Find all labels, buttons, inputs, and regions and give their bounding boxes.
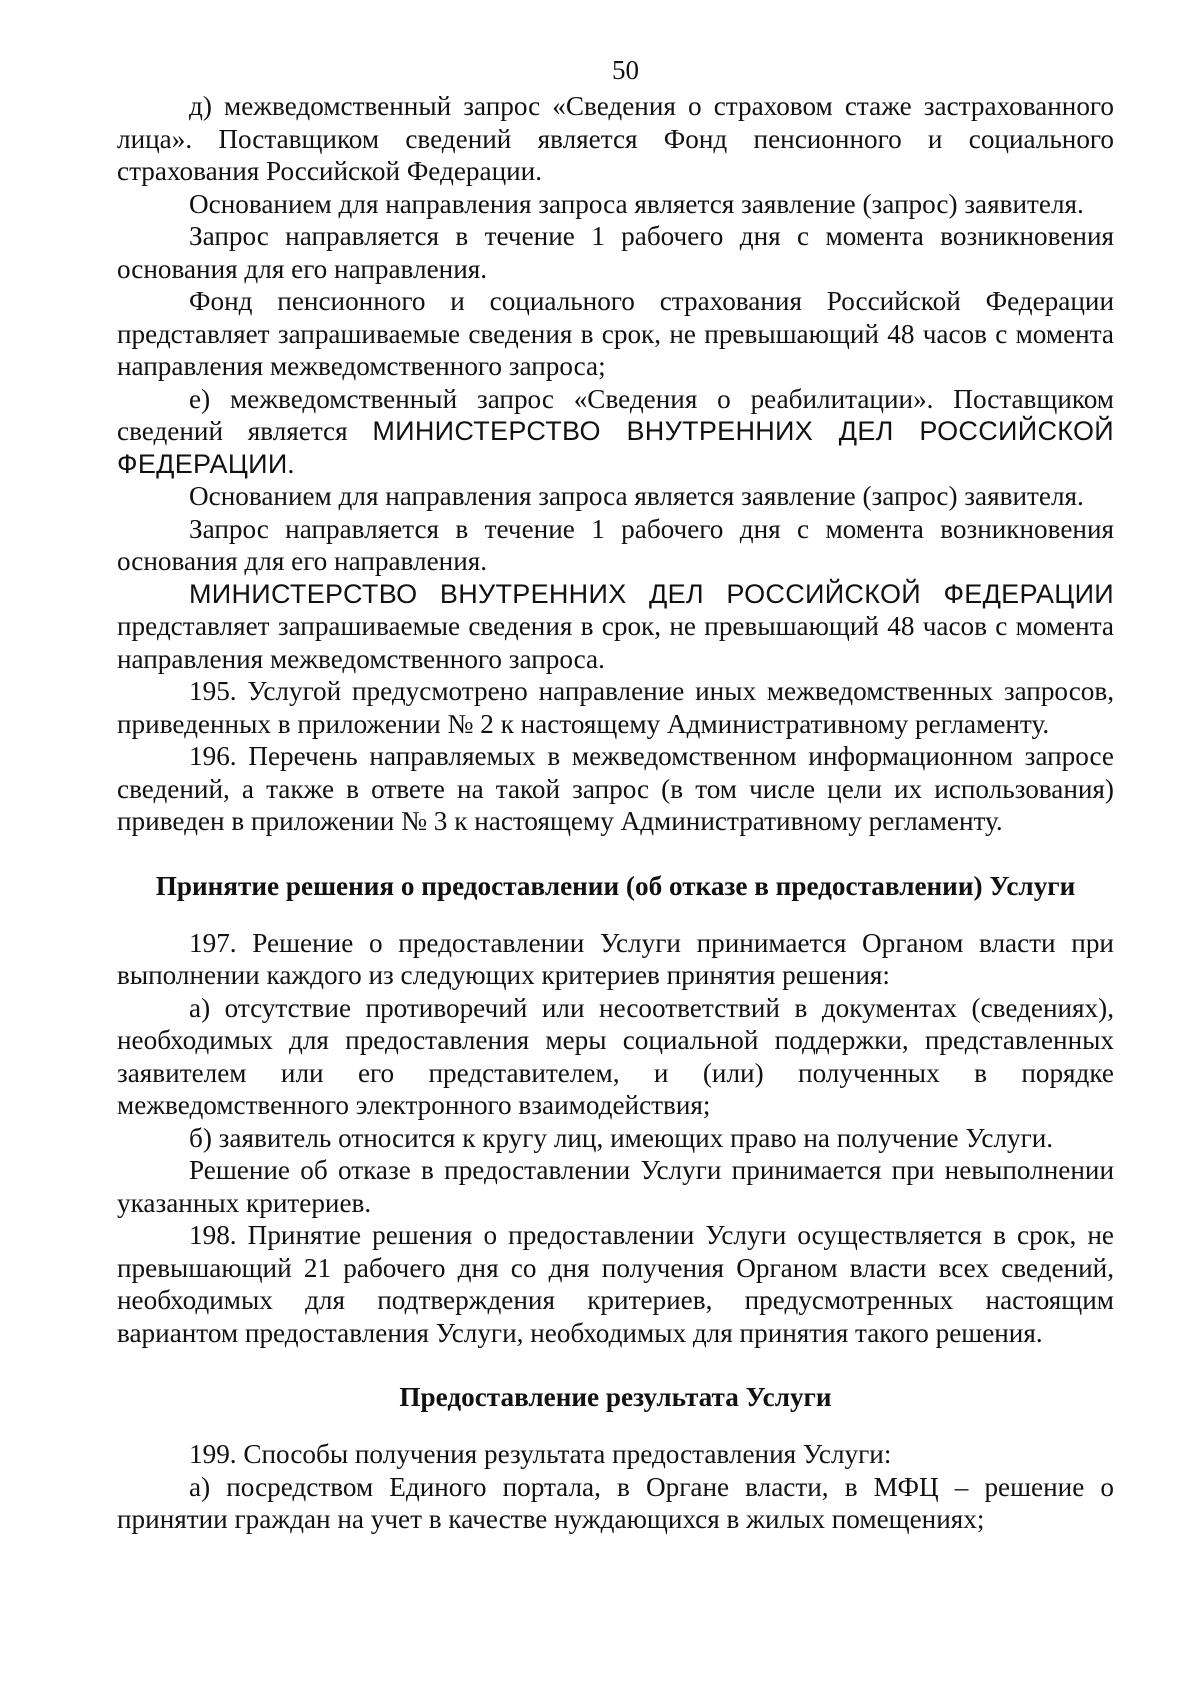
ministry-name: МИНИСТЕРСТВО ВНУТРЕННИХ ДЕЛ РОССИЙСКОЙ ФЕДЕРАЦИИ — [189, 578, 1114, 609]
paragraph-195: 195. Услугой предусмотрено направление иных межведомственных запросов, приведенных в приложении № 2 к настоящему Административному регламенту. — [117, 676, 1114, 739]
paragraph-basis-2: Основанием для направления запроса является заявление (запрос) заявителя. — [189, 481, 1084, 511]
text-segment: представляет запрашиваемые сведения в срок, не превышающий 48 часов с момента направления межведомственного запроса. — [117, 611, 1114, 674]
paragraph-199: 199. Способы получения результата предоставления Услуги: — [189, 1439, 892, 1469]
paragraph-198: 198. Принятие решения о предоставлении Услуги осуществляется в срок, не превышающий 21 рабочего дня со дня получения Органом власти всех сведений, необходимых для подтверждения критериев, предусмотренных настоящим вариантом предоставления Услуги, необходимых для принятия такого решения. — [117, 1220, 1114, 1348]
text-segment: е) межведомственный запрос «Сведения о реабилитации». Поставщиком сведений является — [117, 383, 1114, 446]
paragraph-197-a: а) отсутствие противоречий или несоответствий в документах (сведениях), необходимых для предоставления меры социальной поддержки, представленных заявителем или его представителем, и (или) полученных в порядке межведомственного электронного взаимодействия; — [117, 992, 1114, 1120]
section-heading-result: Предоставление результата Услуги — [399, 1382, 832, 1412]
ministry-name: МИНИСТЕРСТВО ВНУТРЕННИХ ДЕЛ РОССИЙСКОЙ ФЕДЕРАЦИИ — [117, 416, 1114, 479]
paragraph-pension-fund-response: Фонд пенсионного и социального страхования Российской Федерации представляет запрашиваемые сведения в срок, не превышающий 48 часов с момента направления межведомственного запроса; — [117, 286, 1114, 381]
paragraph-refusal-decision: Решение об отказе в предоставлении Услуги принимается при невыполнении указанных критериев. — [117, 1155, 1114, 1218]
text-segment: . — [287, 448, 295, 479]
paragraph-basis-1: Основанием для направления запроса является заявление (запрос) заявителя. — [189, 188, 1084, 219]
paragraph-d-pension-request: д) межведомственный запрос «Сведения о страховом стаже застрахованного лица». Поставщиком сведений является Фонд пенсионного и социального страхования Российской Федерации. — [117, 91, 1114, 186]
paragraph-197: 197. Решение о предоставлении Услуги принимается Органом власти при выполнении каждого из следующих критериев принятия решения: — [117, 927, 1114, 990]
page-number: 50 — [612, 55, 639, 85]
paragraph-deadline-1: Запрос направляется в течение 1 рабочего дня с момента возникновения основания для его направления. — [117, 221, 1114, 284]
section-heading-decision: Принятие решения о предоставлении (об отказе в предоставлении) Услуги — [155, 870, 1076, 901]
paragraph-ministry-response — [117, 578, 1114, 676]
paragraph-196: 196. Перечень направляемых в межведомственном информационном запросе сведений, а также в ответе на такой запрос (в том числе цели их использования) приведен в приложении № 3 к настоящему Административному регламенту. — [117, 741, 1114, 836]
paragraph-e-rehabilitation-request — [117, 383, 1114, 481]
paragraph-199-a: а) посредством Единого портала, в Органе власти, в МФЦ – решение о принятии граждан на учет в качестве нуждающихся в жилых помещениях; — [117, 1471, 1114, 1534]
paragraph-197-b: б) заявитель относится к кругу лиц, имеющих право на получение Услуги. — [189, 1122, 1054, 1153]
paragraph-deadline-2: Запрос направляется в течение 1 рабочего дня с момента возникновения основания для его направления. — [117, 513, 1114, 576]
